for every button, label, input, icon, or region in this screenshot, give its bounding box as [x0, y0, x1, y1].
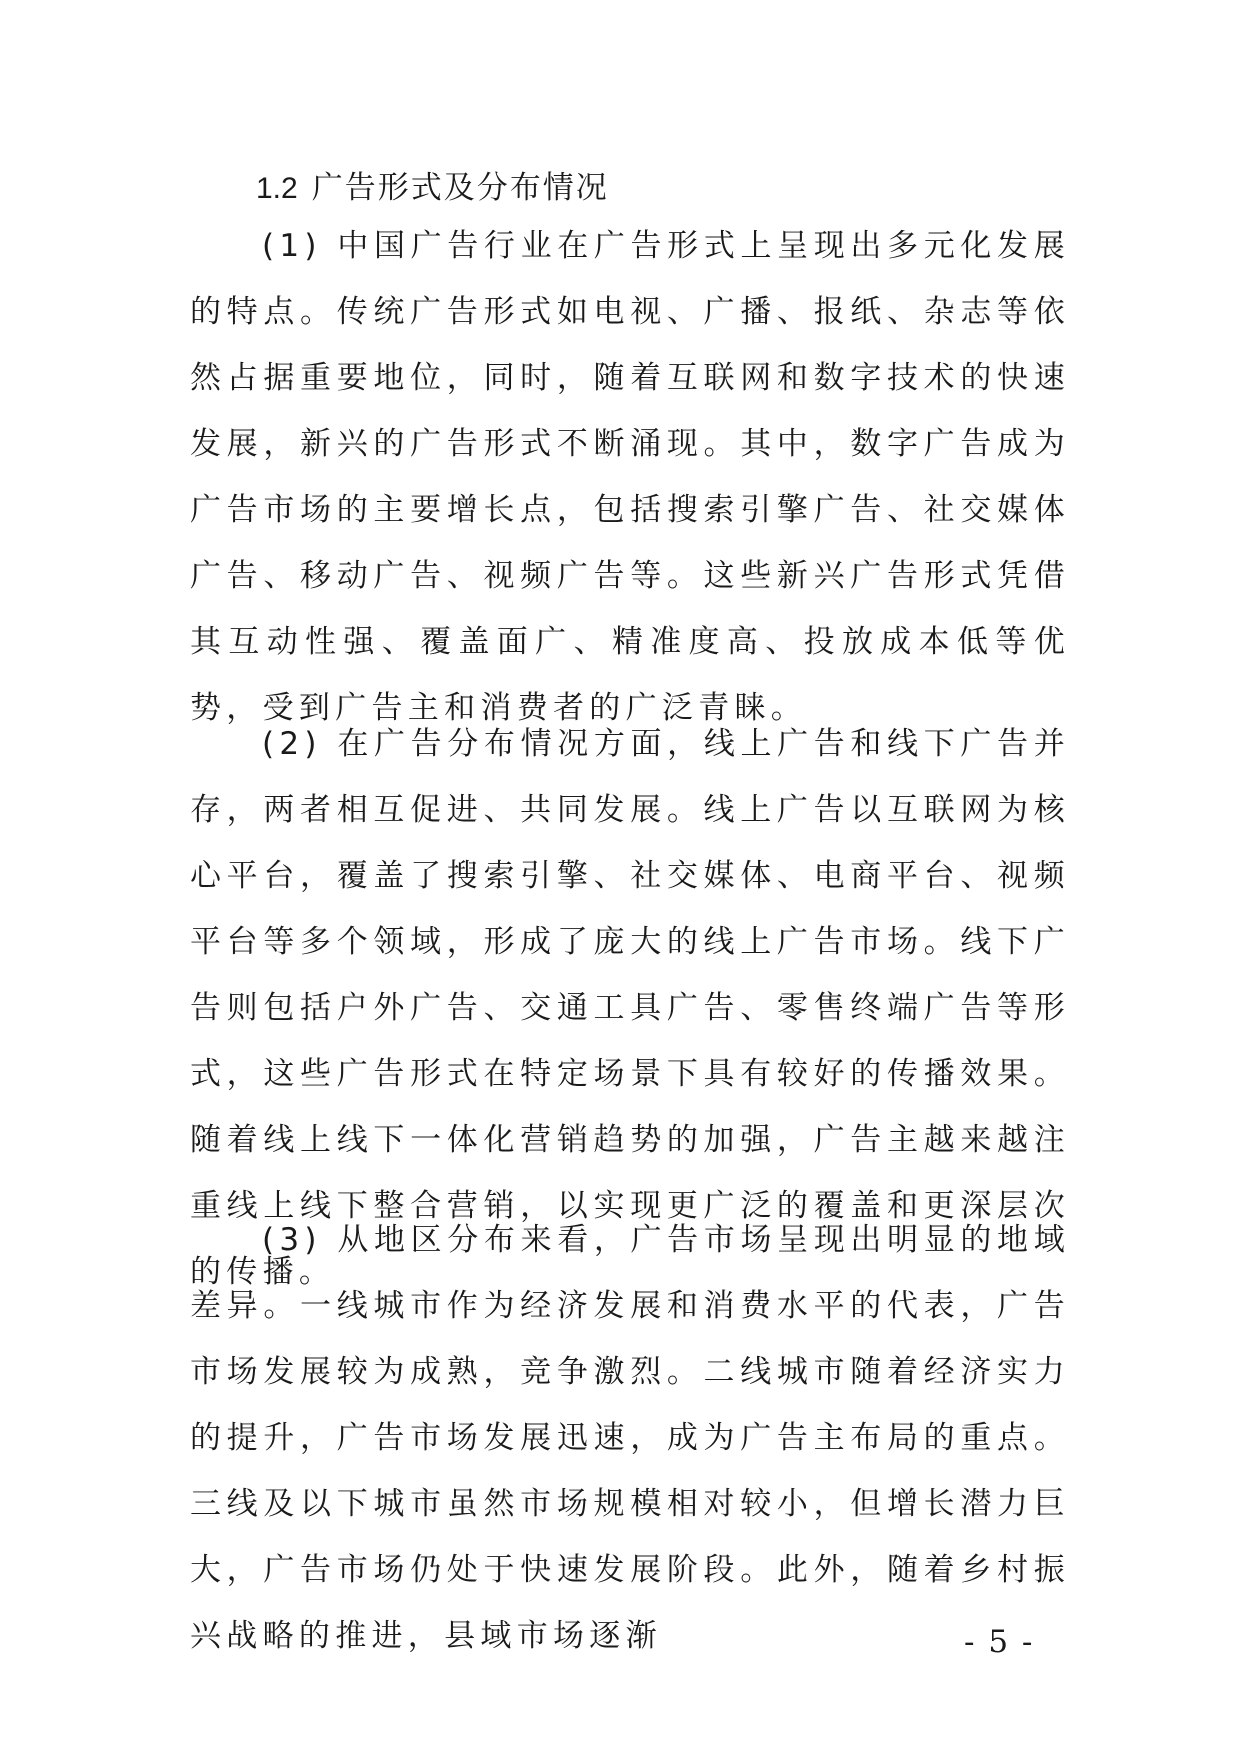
page-number: - 5 -: [964, 1624, 1035, 1660]
paragraph-3: (3) 从地区分布来看，广告市场呈现出明显的地域差异。一线城市作为经济发展和消费水平的代表，广告市场发展较为成熟，竞争激烈。二线城市随着经济实力的提升，广告市场发展迅速，成为广告主布局的重点。三线及以下城市虽然市场规模相对较小，但增长潜力巨大，广告市场仍处于快速发展阶段。此外，随着乡村振兴战略的推进，县域市场逐渐: [190, 1222, 1070, 1654]
paragraph-2: (2) 在广告分布情况方面，线上广告和线下广告并存，两者相互促进、共同发展。线上广告以互联网为核心平台，覆盖了搜索引擎、社交媒体、电商平台、视频平台等多个领域，形成了庞大的线上广告市场。线下广告则包括户外广告、交通工具广告、零售终端广告等形式，这些广告形式在特定场景下具有较好的传播效果。随着线上线下一体化营销趋势的加强，广告主越来越注重线上线下整合营销，以实现更广泛的覆盖和更深层次的传播。: [190, 726, 1070, 1290]
section-heading: [256, 162, 609, 215]
section-title: 广告形式及分布情况: [311, 170, 609, 206]
section-number: 1.2: [256, 172, 298, 205]
paragraph-1: (1) 中国广告行业在广告形式上呈现出多元化发展的特点。传统广告形式如电视、广播、报纸、杂志等依然占据重要地位，同时，随着互联网和数字技术的快速发展，新兴的广告形式不断涌现。其中，数字广告成为广告市场的主要增长点，包括搜索引擎广告、社交媒体广告、移动广告、视频广告等。这些新兴广告形式凭借其互动性强、覆盖面广、精准度高、投放成本低等优势，受到广告主和消费者的广泛青睐。: [190, 228, 1070, 726]
